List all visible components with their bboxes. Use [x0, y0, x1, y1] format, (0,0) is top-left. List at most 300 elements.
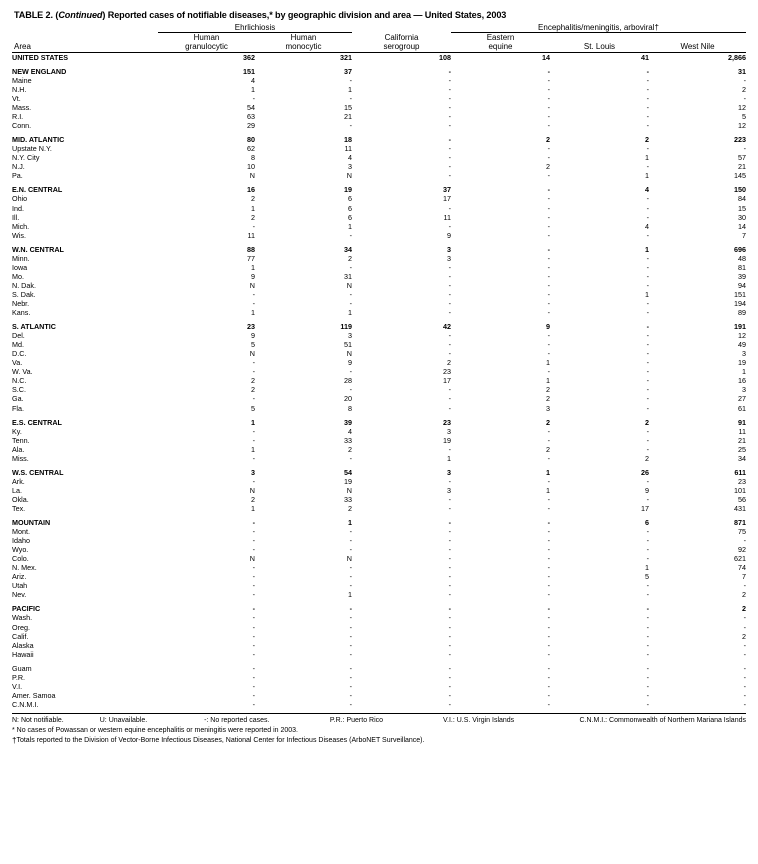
cell-value-4: - [547, 367, 550, 377]
cell-area: Tex. [12, 503, 26, 513]
cell-area: MID. ATLANTIC [12, 135, 65, 145]
cell-value-5: - [646, 699, 649, 709]
table-row [12, 135, 746, 144]
cell-value-4: - [547, 194, 550, 204]
cell-area: W. Va. [12, 367, 33, 377]
cell-value-4: - [547, 308, 550, 318]
cell-value-5: 1 [645, 244, 649, 254]
notifiable-diseases-table [12, 23, 746, 709]
dagger-marker: † [12, 735, 17, 745]
cell-value-1: - [252, 581, 255, 591]
cell-value-4: - [547, 581, 550, 591]
cell-value-4: 1 [546, 485, 550, 495]
cell-value-6: 31 [738, 66, 747, 76]
cell-value-1: 151 [243, 66, 255, 76]
cell-area: Ga. [12, 394, 24, 404]
cell-value-2: - [349, 672, 352, 682]
cell-value-1: - [252, 358, 255, 368]
cell-value-3: 9 [447, 230, 451, 240]
footnote-dagger: †Totals reported to the Division of Vector-Borne Infectious Diseases, National Center for Infectious Diseases (ArboNET Surveillance). [12, 735, 425, 745]
cell-area: MOUNTAIN [12, 518, 51, 528]
column-header-eastern-equine: Eastern equine [486, 33, 515, 52]
cell-value-1: - [252, 476, 255, 486]
cell-value-4: - [547, 640, 550, 650]
cell-value-4: - [547, 663, 550, 673]
cell-value-3: - [448, 503, 451, 513]
cell-area: Iowa [12, 262, 28, 272]
cell-value-2: - [349, 622, 352, 632]
cell-value-2: 8 [348, 403, 352, 413]
cell-value-5: 1 [645, 153, 649, 163]
cell-value-1: 54 [247, 103, 255, 113]
cell-value-5: - [646, 403, 649, 413]
table-row [12, 436, 746, 445]
cell-value-5: - [646, 581, 649, 591]
cell-value-3: - [448, 613, 451, 623]
cell-area: N.J. [12, 162, 25, 172]
group-header-row [12, 23, 746, 33]
table-row [12, 581, 746, 590]
table-row [12, 572, 746, 581]
cell-area: Alaska [12, 640, 34, 650]
cell-value-6: 74 [738, 563, 747, 573]
cell-value-5: - [646, 631, 649, 641]
cell-value-3: - [448, 672, 451, 682]
cell-value-5: - [646, 349, 649, 359]
cell-value-1: 2 [251, 212, 255, 222]
cell-value-2: 9 [348, 358, 352, 368]
cell-value-1: 23 [247, 322, 255, 332]
cell-value-5: 26 [641, 467, 649, 477]
cell-value-1: 77 [247, 253, 255, 263]
cell-value-2: - [349, 604, 352, 614]
cell-value-6: - [743, 613, 747, 623]
cell-value-3: - [448, 203, 451, 213]
cell-value-5: 2 [645, 453, 649, 463]
cell-value-4: - [547, 66, 550, 76]
cell-area: Okla. [12, 494, 29, 504]
cell-area: Pa. [12, 171, 23, 181]
cell-value-1: - [252, 221, 255, 231]
cell-value-3: - [448, 171, 451, 181]
table-row [12, 322, 746, 331]
cell-value-3: - [448, 690, 451, 700]
cell-value-2: 20 [344, 394, 352, 404]
cell-value-1: - [252, 94, 255, 103]
cell-value-6: 34 [738, 453, 747, 463]
table-row [12, 590, 746, 599]
table-row [12, 376, 746, 385]
cell-value-1: - [252, 613, 255, 623]
cell-value-6: 12 [738, 121, 747, 131]
cell-value-6: 27 [738, 394, 747, 404]
cell-value-5: - [646, 663, 649, 673]
cell-value-1: - [252, 518, 255, 528]
cell-value-3: - [448, 162, 451, 172]
table-row [12, 477, 746, 486]
table-row [12, 254, 746, 263]
cell-value-3: - [448, 394, 451, 404]
cell-area: Minn. [12, 253, 30, 263]
cell-value-6: 89 [738, 308, 747, 318]
cell-value-1: 2 [251, 194, 255, 204]
cell-area: Wyo. [12, 545, 29, 555]
cell-value-1: 88 [247, 244, 255, 254]
cell-value-5: - [646, 358, 649, 368]
cell-value-3: - [448, 308, 451, 318]
cell-value-1: 80 [247, 135, 255, 145]
cell-value-4: - [547, 153, 550, 163]
cell-value-6: - [743, 622, 747, 632]
cell-value-2: 19 [344, 476, 352, 486]
cell-value-5: - [646, 212, 649, 222]
cell-value-6: - [743, 649, 747, 659]
cell-value-6: - [743, 663, 747, 673]
cell-value-2: 119 [340, 322, 352, 332]
legend-cnmi: C.N.M.I.: Commonwealth of Northern Mariana Islands [579, 716, 746, 724]
cell-value-2: - [349, 581, 352, 591]
table-row [12, 204, 746, 213]
cell-value-3: - [448, 271, 451, 281]
cell-value-6: 75 [738, 527, 747, 537]
cell-value-5: - [646, 536, 649, 546]
cell-value-4: - [547, 545, 550, 555]
cell-value-3: 23 [443, 367, 451, 377]
cell-value-5: 4 [645, 221, 649, 231]
cell-area: Guam [12, 663, 32, 673]
cell-value-2: 54 [344, 467, 352, 477]
cell-value-5: 1 [645, 289, 649, 299]
cell-value-2: N [346, 280, 352, 290]
cell-value-4: - [547, 244, 550, 254]
cell-area: Ariz. [12, 572, 27, 582]
cell-value-3: 23 [443, 417, 451, 427]
cell-value-6: - [743, 75, 747, 85]
cell-value-5: - [646, 340, 649, 350]
cell-value-2: - [349, 385, 352, 395]
cell-value-6: 431 [734, 503, 747, 513]
cell-value-3: - [448, 144, 451, 154]
cell-value-3: 3 [447, 244, 451, 254]
cell-value-5: 2 [645, 417, 649, 427]
cell-value-3: - [448, 604, 451, 614]
cell-value-1: - [252, 572, 255, 582]
cell-value-3: - [448, 563, 451, 573]
cell-value-4: - [547, 203, 550, 213]
table-row [12, 545, 746, 554]
cell-value-1: - [252, 298, 255, 308]
cell-value-1: 2 [251, 385, 255, 395]
cell-value-2: 4 [348, 153, 352, 163]
cell-value-3: - [448, 75, 451, 85]
cell-value-1: - [252, 590, 255, 600]
cell-value-2: 21 [344, 112, 352, 122]
cell-area: Mo. [12, 271, 24, 281]
cell-area: N. Mex. [12, 563, 37, 573]
cell-area: Hawaii [12, 649, 34, 659]
table-row [12, 623, 746, 632]
cell-value-6: - [743, 581, 747, 591]
cell-value-3: - [448, 590, 451, 600]
cell-value-2: 39 [344, 417, 352, 427]
cell-value-4: 2 [546, 162, 550, 172]
cell-value-6: 194 [734, 298, 747, 308]
cell-value-4: - [547, 289, 550, 299]
cell-value-4: - [547, 212, 550, 222]
cell-value-1: - [252, 426, 255, 436]
table-row [12, 700, 746, 709]
table-row [12, 340, 746, 349]
cell-value-6: 12 [738, 103, 747, 113]
cell-value-3: - [448, 349, 451, 359]
cell-value-6: 49 [738, 340, 747, 350]
cell-value-1: 2 [251, 376, 255, 386]
cell-value-5: 5 [645, 572, 649, 582]
cell-value-4: - [547, 84, 550, 94]
cell-area: S. Dak. [12, 289, 36, 299]
cell-value-2: - [349, 262, 352, 272]
cell-value-6: 2 [742, 84, 747, 94]
cell-value-2: 6 [348, 194, 352, 204]
cell-value-3: 37 [443, 185, 451, 195]
cell-value-2: 3 [348, 162, 352, 172]
cell-area: W.S. CENTRAL [12, 467, 64, 477]
cell-value-1: 1 [251, 444, 255, 454]
cell-value-2: N [346, 485, 352, 495]
cell-value-4: - [547, 340, 550, 350]
cell-value-3: 17 [443, 376, 451, 386]
table-row [12, 245, 746, 254]
cell-value-3: - [448, 289, 451, 299]
cell-value-5: - [646, 376, 649, 386]
cell-value-4: - [547, 171, 550, 181]
cell-value-1: 1 [251, 84, 255, 94]
cell-value-3: - [448, 494, 451, 504]
group-header-arboviral: Encephalitis/meningitis, arboviral† [451, 23, 746, 33]
cell-value-2: - [349, 289, 352, 299]
table-row [12, 231, 746, 240]
cell-value-5: - [646, 230, 649, 240]
cell-area: S.C. [12, 385, 26, 395]
cell-value-3: 3 [447, 485, 451, 495]
legend-virgin-islands: V.I.: U.S. Virgin Islands [442, 716, 515, 724]
cell-value-6: 39 [738, 271, 747, 281]
cell-area: C.N.M.I. [12, 699, 39, 709]
cell-value-4: 9 [546, 322, 550, 332]
cell-value-2: 19 [344, 185, 352, 195]
cell-value-1: N [249, 485, 255, 495]
cell-value-5: - [646, 84, 649, 94]
table-row [12, 171, 746, 180]
cell-value-6: 48 [738, 253, 747, 263]
title-suffix: ) Reported cases of notifiable diseases,* by geographic division and area — United States, 2003 [102, 10, 507, 20]
cell-value-2: - [349, 453, 352, 463]
cell-value-2: 6 [348, 212, 352, 222]
cell-value-3: - [448, 121, 451, 131]
cell-value-3: - [448, 572, 451, 582]
table-row [12, 495, 746, 504]
cell-value-5: - [646, 103, 649, 113]
cell-value-3: - [448, 581, 451, 591]
table-row [12, 445, 746, 454]
cell-value-2: - [349, 699, 352, 709]
cell-value-1: 3 [251, 467, 255, 477]
table-row [12, 394, 746, 403]
cell-value-6: 91 [738, 417, 747, 427]
cell-value-6: 14 [738, 221, 747, 231]
cell-value-5: - [646, 144, 649, 154]
cell-value-6: - [743, 94, 747, 103]
table-row [12, 454, 746, 463]
cell-value-4: - [547, 527, 550, 537]
cell-value-1: 29 [247, 121, 255, 131]
cell-value-5: - [646, 253, 649, 263]
cell-value-5: - [646, 590, 649, 600]
cell-value-3: 42 [443, 322, 451, 332]
cell-value-6: 101 [734, 485, 747, 495]
column-header-human-monocytic: Human monocytic [285, 33, 322, 52]
cell-value-4: 1 [546, 467, 550, 477]
cell-area: PACIFIC [12, 604, 41, 614]
table-row [12, 263, 746, 272]
cell-value-3: 3 [447, 467, 451, 477]
cell-value-1: 1 [251, 308, 255, 318]
cell-value-5: - [646, 162, 649, 172]
cell-value-1: - [252, 394, 255, 404]
cell-value-2: - [349, 613, 352, 623]
cell-value-6: 621 [734, 554, 747, 564]
cell-value-3: - [448, 518, 451, 528]
cell-value-4: - [547, 649, 550, 659]
cell-value-4: - [547, 435, 550, 445]
table-row [12, 121, 746, 130]
group-header-ehrlichiosis: Ehrlichiosis [158, 23, 352, 33]
cell-value-4: - [547, 604, 550, 614]
cell-area: Colo. [12, 554, 29, 564]
cell-value-4: - [547, 453, 550, 463]
cell-value-2: 1 [348, 84, 352, 94]
cell-value-3: - [448, 153, 451, 163]
cell-value-6: 2 [742, 631, 747, 641]
cell-value-4: 3 [546, 403, 550, 413]
cell-area: Kans. [12, 308, 31, 318]
cell-value-4: - [547, 349, 550, 359]
table-row [12, 281, 746, 290]
table-row [12, 641, 746, 650]
cell-value-1: 8 [251, 153, 255, 163]
cell-value-6: 19 [738, 358, 747, 368]
cell-area: Ark. [12, 476, 25, 486]
cell-value-1: 16 [247, 185, 255, 195]
cell-area: Utah [12, 581, 28, 591]
cell-value-3: 108 [439, 52, 451, 62]
column-header-area: Area [14, 42, 31, 52]
column-header-row [12, 33, 746, 53]
cell-value-4: - [547, 121, 550, 131]
cell-value-1: - [252, 681, 255, 691]
cell-value-2: 2 [348, 503, 352, 513]
page-title [14, 10, 746, 20]
cell-value-2: 28 [344, 376, 352, 386]
cell-value-2: 321 [340, 52, 352, 62]
cell-value-2: 1 [348, 518, 352, 528]
cell-area: N.H. [12, 84, 27, 94]
cell-value-3: - [448, 631, 451, 641]
table-row [12, 468, 746, 477]
cell-value-1: - [252, 672, 255, 682]
cell-value-1: 2 [251, 494, 255, 504]
cell-area: Amer. Samoa [12, 690, 56, 700]
cell-value-1: 4 [251, 75, 255, 85]
cell-value-2: - [349, 367, 352, 377]
cell-value-5: - [646, 426, 649, 436]
cell-value-4: - [547, 590, 550, 600]
cell-value-2: N [346, 554, 352, 564]
table-row [12, 349, 746, 358]
cell-value-1: 1 [251, 417, 255, 427]
column-header-california-serogroup: California serogroup [383, 33, 420, 52]
cell-value-5: 2 [645, 135, 649, 145]
table-row [12, 536, 746, 545]
cell-value-4: - [547, 631, 550, 641]
cell-area: Nebr. [12, 298, 30, 308]
table-row [12, 185, 746, 194]
cell-value-5: - [646, 262, 649, 272]
cell-area: Tenn. [12, 435, 30, 445]
cell-value-6: 11 [738, 426, 747, 436]
cell-value-5: - [646, 367, 649, 377]
legend-puerto-rico: P.R.: Puerto Rico [329, 716, 384, 724]
cell-area: Ill. [12, 212, 20, 222]
cell-area: S. ATLANTIC [12, 322, 56, 332]
cell-value-6: - [743, 699, 747, 709]
cell-area: Fla. [12, 403, 24, 413]
cell-value-5: 1 [645, 563, 649, 573]
footnote-legend [12, 716, 746, 725]
cell-value-4: - [547, 426, 550, 436]
cell-value-1: 1 [251, 503, 255, 513]
cell-value-2: - [349, 640, 352, 650]
cell-area: Md. [12, 340, 24, 350]
cell-area: Upstate N.Y. [12, 144, 52, 154]
cell-value-5: - [646, 672, 649, 682]
cell-value-5: - [646, 121, 649, 131]
cell-value-4: - [547, 94, 550, 103]
cell-area: La. [12, 485, 22, 495]
cell-value-5: - [646, 622, 649, 632]
cell-value-4: - [547, 253, 550, 263]
title-prefix: TABLE 2. ( [14, 10, 59, 20]
cell-value-3: - [448, 681, 451, 691]
cell-area: N.C. [12, 376, 27, 386]
cell-value-1: 362 [243, 52, 255, 62]
cell-value-4: - [547, 298, 550, 308]
cell-value-6: 21 [738, 435, 747, 445]
cell-value-1: - [252, 563, 255, 573]
cell-value-1: - [252, 663, 255, 673]
table-row [12, 518, 746, 527]
cell-value-4: 2 [546, 417, 550, 427]
cell-area: Conn. [12, 121, 32, 131]
table-row [12, 664, 746, 673]
cell-value-6: 94 [738, 280, 747, 290]
cell-value-5: - [646, 94, 649, 103]
cell-value-1: - [252, 622, 255, 632]
table-header [12, 23, 746, 53]
cell-value-2: 33 [344, 435, 352, 445]
cell-value-4: - [547, 690, 550, 700]
cell-value-1: 63 [247, 112, 255, 122]
